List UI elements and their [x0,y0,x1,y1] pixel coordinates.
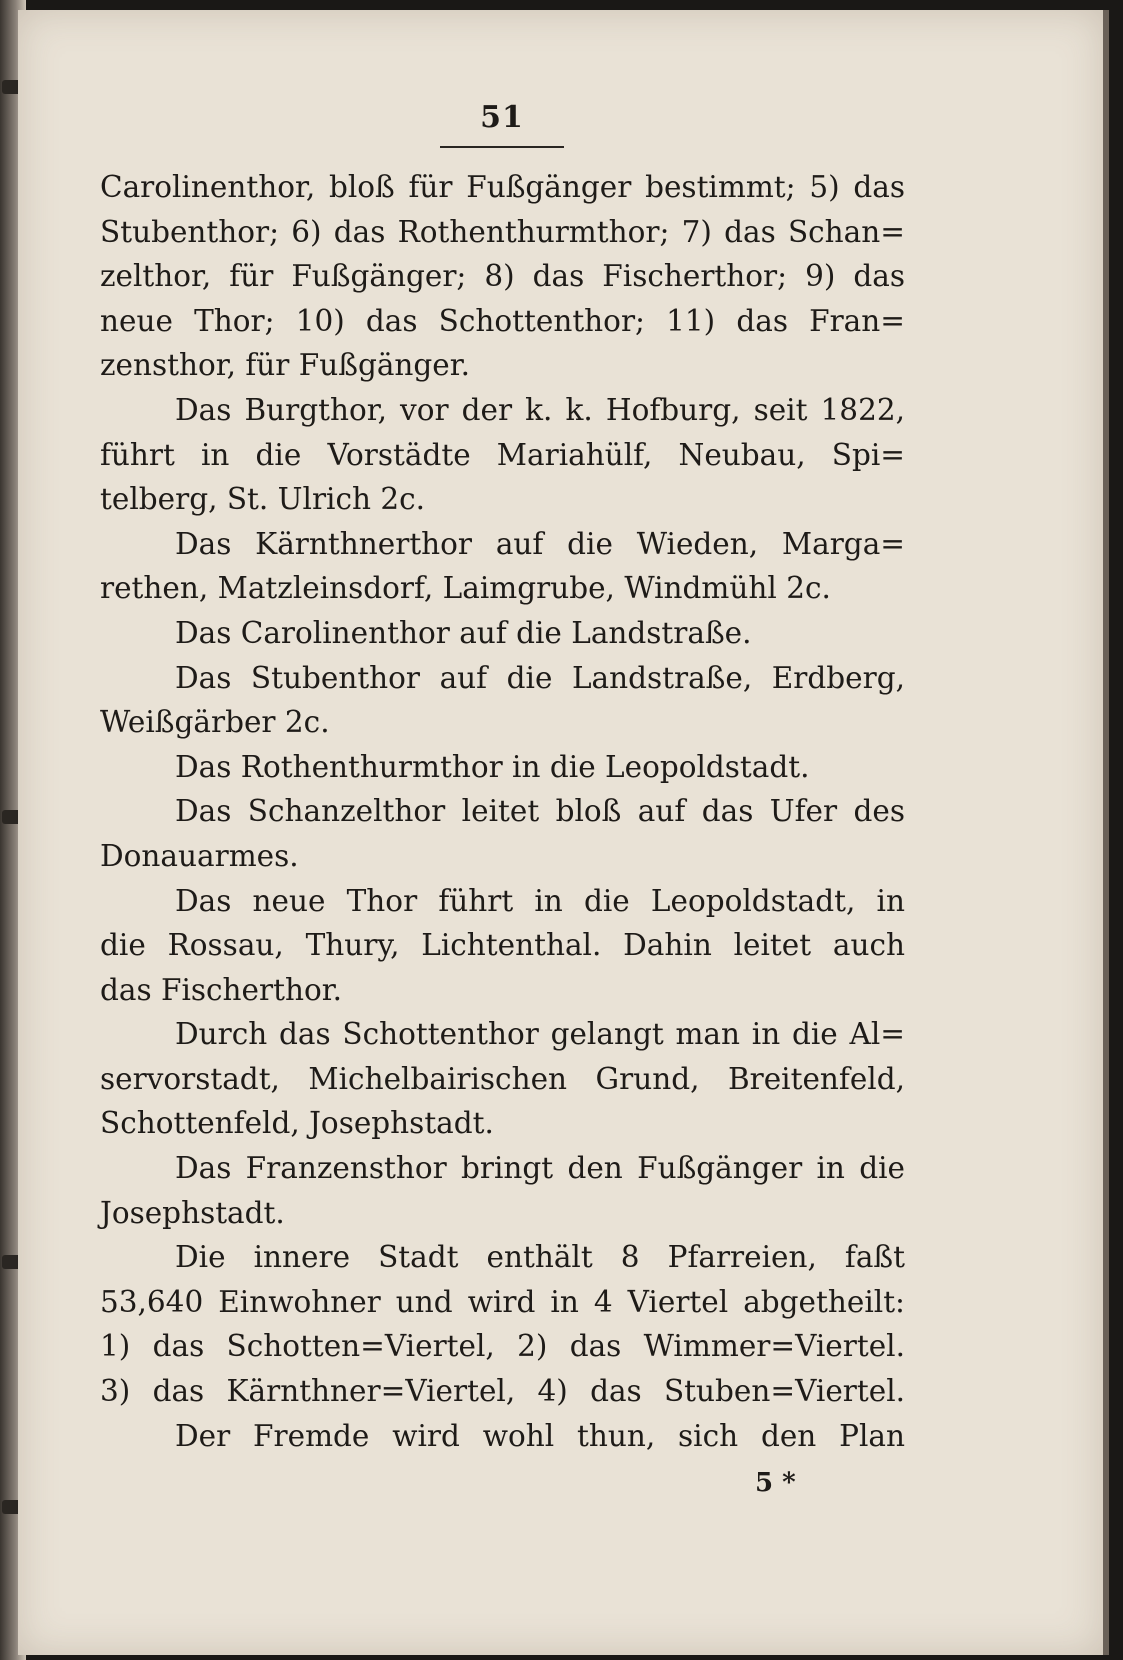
text-line: zensthor, für Fußgänger. [100,348,470,383]
body-text [100,165,905,1458]
text-line: Das Schanzelthor leitet bloß auf das Ufer des [175,794,905,829]
text-line: servorstadt, Michelbairischen Grund, Breitenfeld, [100,1061,905,1096]
text-line: Das Stubenthor auf die Landstraße, Erdberg, [175,660,905,695]
text-line: Josephstadt. [100,1195,285,1230]
text-line: zelthor, für Fußgänger; 8) das Fischerthor; 9) das [100,259,905,294]
text-line: 1) das Schotten=Viertel, 2) das Wimmer=Viertel. [100,1329,905,1364]
text-line: Das Franzensthor bringt den Fußgänger in die [175,1151,905,1186]
text-line: Das Burgthor, vor der k. k. Hofburg, seit 1822, [175,392,905,427]
text-line: Der Fremde wird wohl thun, sich den Plan [175,1418,905,1453]
text-line: Stubenthor; 6) das Rothenthurmthor; 7) das Schan= [100,214,905,249]
text-line: führt in die Vorstädte Mariahülf, Neubau, Spi= [100,437,905,472]
text-line: Die innere Stadt enthält 8 Pfarreien, faßt [175,1240,905,1275]
text-line: das Fischerthor. [100,972,342,1007]
text-line: Das Kärnthnerthor auf die Wieden, Marga= [175,526,905,561]
text-line: die Rossau, Thury, Lichtenthal. Dahin leitet auch [100,928,905,963]
text-line: Weißgärber 2c. [100,705,330,740]
signature-mark: 5 * [755,1468,796,1498]
header-rule [440,146,564,148]
text-line: Das Rothenthurmthor in die Leopoldstadt. [175,749,810,784]
text-line: Das Carolinenthor auf die Landstraße. [175,615,752,650]
page-number: 51 [480,100,524,135]
text-line: Das neue Thor führt in die Leopoldstadt, in [175,883,905,918]
text-line: Carolinenthor, bloß für Fußgänger bestimmt; 5) das [100,170,905,204]
text-line: Durch das Schottenthor gelangt man in die Al= [175,1017,905,1052]
text-line: Donauarmes. [100,838,299,873]
text-line: 53,640 Einwohner und wird in 4 Viertel abgetheilt: [100,1284,905,1319]
text-line: rethen, Matzleinsdorf, Laimgrube, Windmühl 2c. [100,571,831,606]
text-line: telberg, St. Ulrich 2c. [100,482,426,517]
text-line: Schottenfeld, Josephstadt. [100,1106,494,1141]
text-line: 3) das Kärnthner=Viertel, 4) das Stuben=Viertel. [100,1374,905,1409]
text-line: neue Thor; 10) das Schottenthor; 11) das Fran= [100,303,905,338]
